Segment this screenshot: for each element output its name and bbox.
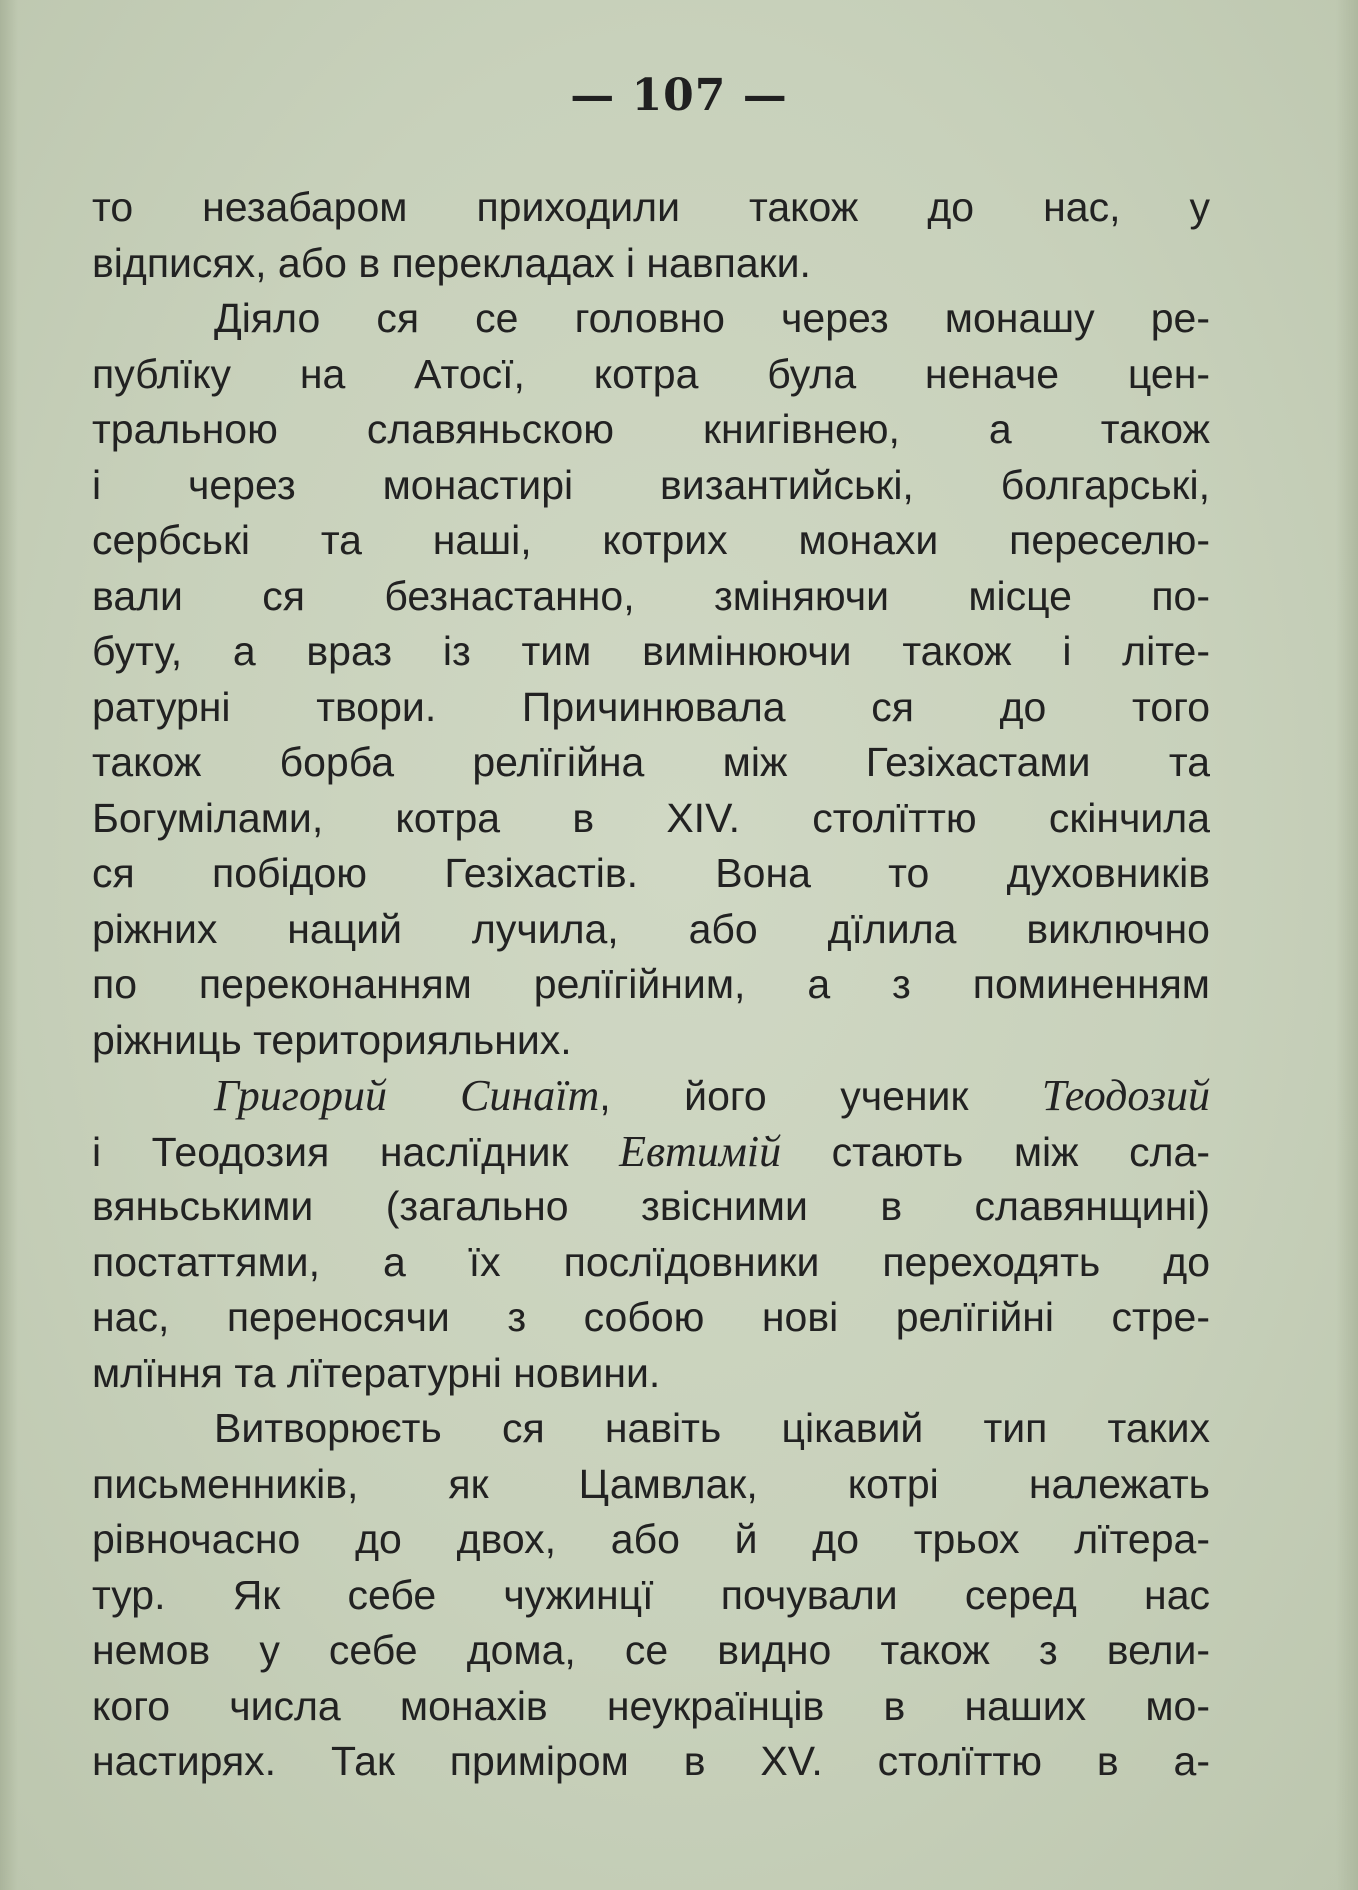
text-line: млїння та лїтературні новини. <box>92 1349 661 1396</box>
author-name-grigoriy: Григорий Синаїт <box>214 1071 600 1120</box>
text-line: то незабаром приходили також до нас, у <box>92 184 1210 230</box>
text-line: і через монастирі византийські, болгарські, <box>92 461 1210 508</box>
text-line: буту, а враз із тим вимінюючи також і літе- <box>92 628 1210 674</box>
text-line: публїку на Атосї, котра була неначе цен- <box>92 350 1210 397</box>
text-line: настирях. Так приміром в XV. столїттю в а- <box>92 1738 1210 1784</box>
page-edge-left <box>0 0 18 1890</box>
text-line: Витворюєть ся навіть цікавий тип таких <box>214 1405 1210 1451</box>
text-line: по переконанням релїгійним, а з поминенням <box>92 961 1210 1007</box>
text-line: Богумілами, котра в XIV. столїттю скінчила <box>92 794 1210 841</box>
text-line: нас, переносячи з собою нові релїгійні стре- <box>92 1294 1210 1340</box>
text-line: ся побідою Гезіхастів. Вона то духовників <box>92 850 1210 896</box>
text-line: письменників, як Цамвлак, котрі належать <box>92 1460 1210 1507</box>
text-line: немов у себе дома, се видно також з вели- <box>92 1627 1210 1673</box>
text-line: вяньськими (загально звісними в славянщині) <box>92 1183 1210 1229</box>
text-line <box>92 1124 1210 1180</box>
text-line: вали ся безнастанно, зміняючи місце по- <box>92 572 1210 619</box>
text-line: сербські та наші, котрих монахи переселю- <box>92 517 1210 563</box>
text-line <box>92 1068 1210 1124</box>
text-line: тральною славяньскою книгівнею, а також <box>92 406 1210 452</box>
page-edge-right <box>1336 0 1358 1890</box>
text-fragment: стають між сла- <box>781 1128 1210 1175</box>
text-line: ріжниць територияльних. <box>92 1016 572 1063</box>
text-fragment: і Теодозия наслїдник <box>92 1128 620 1175</box>
text-line: тур. Як себе чужинцї почували серед нас <box>92 1571 1210 1618</box>
text-line: ратурні твори. Причинювала ся до того <box>92 683 1210 730</box>
body-text <box>92 180 1210 1790</box>
text-line: ріжних наций лучила, або дїлила виключно <box>92 905 1210 952</box>
text-line: також борба релїгійна між Гезіхастами та <box>92 739 1210 785</box>
text-line: кого числа монахів неукраїнців в наших мо- <box>92 1682 1210 1729</box>
text-fragment: , його ученик <box>599 1073 1042 1119</box>
text-line: рівночасно до двох, або й до трьох лїтера- <box>92 1516 1210 1562</box>
text-line: Діяло ся се головно через монашу ре- <box>214 295 1210 341</box>
author-name-evtimiy: Евтимій <box>619 1126 782 1176</box>
text-line: відписях, або в перекладах і навпаки. <box>92 239 811 286</box>
text-line: постаттями, а їх послїдовники переходять до <box>92 1238 1210 1285</box>
page-number: — 107 — <box>570 70 788 121</box>
author-name-teodoziy: Теодозий <box>1041 1071 1210 1120</box>
